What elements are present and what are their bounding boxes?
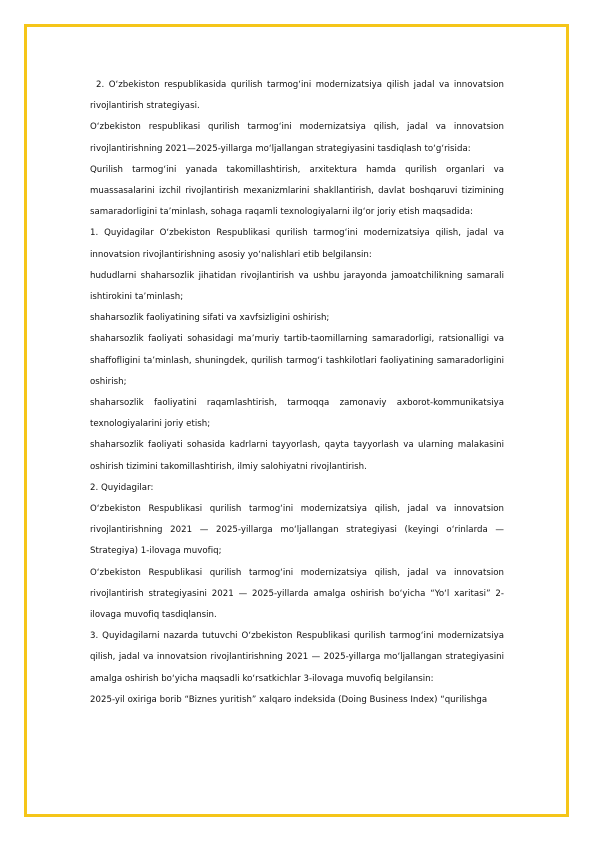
paragraph-direction-2: shaharsozlik faoliyatining sifati va xavfsizligini oshirish; — [90, 313, 330, 324]
paragraph-doing-business: 2025-yil oxiriga borib “Biznes yuritish” xalqaro indeksida (Doing Business Index) “qurilishga — [90, 694, 488, 705]
paragraph-item-1: 1. Quyidagilar O‘zbekiston Respublikasi qurilish tarmog‘ini modernizatsiya qilish, jadal va innovatsion rivojlantirishning asosiy yo‘nalishlari etib belgilansin: — [90, 228, 504, 260]
paragraph-strategy-annex-1: O‘zbekiston Respublikasi qurilish tarmog‘ini modernizatsiya qilish, jadal va innovatsion rivojlantirishning 2021 — 2025-yillarga mo‘ljallangan strategiyasi (keyingi o‘rinlarda — Strategiya) 1-ilovaga muvofiq; — [90, 504, 504, 557]
paragraph-item-2: 2. Quyidagilar: — [90, 482, 154, 493]
paragraph-roadmap-annex-2: O‘zbekiston Respublikasi qurilish tarmog‘ini modernizatsiya qilish, jadal va innovatsion rivojlantirish strategiyasini 2021 — 2025-yillarda amalga oshirish bo‘yicha “Yo‘l xaritasi” 2-ilovaga muvofiq tasdiqlansin. — [90, 567, 504, 621]
paragraph-direction-1: hududlarni shaharsozlik jihatidan rivojlantirish va ushbu jarayonda jamoatchilikning samarali ishtirokini ta’minlash; — [90, 270, 504, 303]
paragraph-purpose: Qurilish tarmog‘ini yanada takomillashtirish, arxitektura hamda qurilish organlari va muassasalarini izchil rivojlantirish mexanizmlarini shakllantirish, davlat boshqaruvi tizimining samaradorligini ta’minlash, sohaga raqamli texnologiyalarni ilg‘or joriy etish maqsadida: — [90, 164, 504, 218]
paragraph-decree-intro: O‘zbekiston respublikasi qurilish tarmog‘ini modernizatsiya qilish, jadal va innovatsion rivojlantirishning 2021—2025-yillarga mo‘ljallangan strategiyasini tasdiqlash to‘g‘risida: — [90, 122, 504, 154]
document-body — [90, 75, 504, 711]
paragraph-direction-3: shaharsozlik faoliyati sohasidagi ma’muriy tartib-taomillarning samaradorligi, ratsionalligi va shaffofligini ta’minlash, shuningdek, qurilish tarmog‘i tashkilotlari faoliyatining samaradorligini oshirish; — [90, 334, 504, 387]
paragraph-direction-5: shaharsozlik faoliyati sohasida kadrlarni tayyorlash, qayta tayyorlash va ularning malakasini oshirish tizimini takomillashtirish, ilmiy salohiyatni rivojlantirish. — [90, 440, 504, 472]
paragraph-item-3: 3. Quyidagilarni nazarda tutuvchi O‘zbekiston Respublikasi qurilish tarmog‘ini modernizatsiya qilish, jadal va innovatsion rivojlantirishning 2021 — 2025-yillarga mo‘ljallangan strategiyasini amalga oshirish bo‘yicha maqsadli ko‘rsatkichlar 3-ilovaga muvofiq belgilansin: — [90, 631, 504, 684]
paragraph-direction-4: shaharsozlik faoliyatini raqamlashtirish, tarmoqqa zamonaviy axborot-kommunikatsiya texnologiyalarini joriy etish; — [90, 398, 504, 430]
section-heading: 2. O‘zbekiston respublikasida qurilish tarmog‘ini modernizatsiya qilish jadal va innovatsion rivojlantirish strategiyasi. — [90, 80, 504, 112]
